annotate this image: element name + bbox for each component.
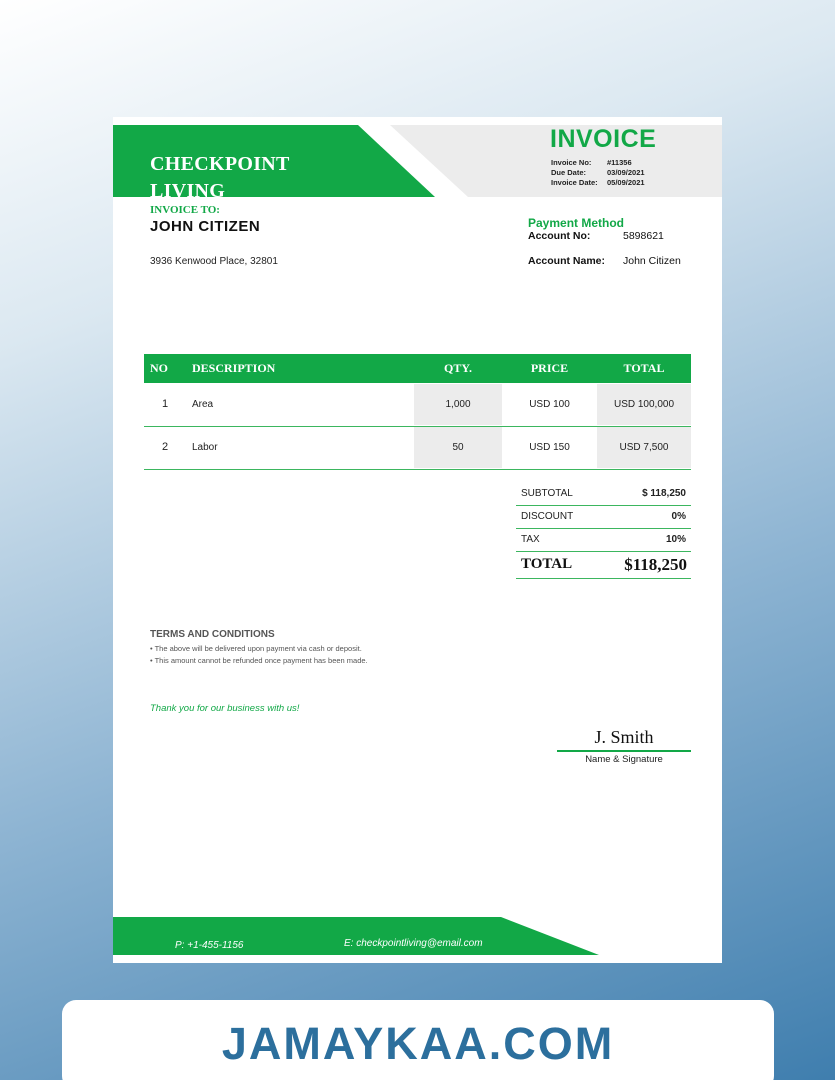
table-row xyxy=(144,427,691,470)
discount-label: DISCOUNT xyxy=(521,511,574,522)
company-name: CHECKPOINT LIVING xyxy=(150,153,290,202)
payment-method-label: Payment Method xyxy=(528,216,625,230)
row-qty: 50 xyxy=(414,427,502,468)
discount-value: 0% xyxy=(671,511,686,522)
invoice-no: #11356 xyxy=(607,158,632,167)
invoice-date-label: Invoice Date: xyxy=(551,178,598,187)
terms-item: • This amount cannot be refunded once payment has been made. xyxy=(150,656,368,665)
table-row xyxy=(144,384,691,427)
total-row xyxy=(516,551,691,579)
due-date: 03/09/2021 xyxy=(607,168,645,177)
bill-to-label: INVOICE TO: xyxy=(150,204,220,216)
header-qty: QTY. xyxy=(444,361,472,375)
header-no: NO xyxy=(150,361,168,375)
signature-label: Name & Signature xyxy=(585,754,663,765)
subtotal-label: SUBTOTAL xyxy=(521,488,573,499)
thank-you-note: Thank you for our business with us! xyxy=(150,703,300,714)
terms-list xyxy=(150,643,368,667)
row-total: USD 7,500 xyxy=(597,427,691,468)
invoice-date: 05/09/2021 xyxy=(607,178,645,187)
discount-row xyxy=(516,506,691,529)
invoice-no-label: Invoice No: xyxy=(551,158,592,167)
row-total: USD 100,000 xyxy=(597,384,691,425)
table-header xyxy=(144,354,691,383)
row-price: USD 100 xyxy=(529,399,570,410)
subtotal-row xyxy=(516,483,691,506)
row-qty: 1,000 xyxy=(414,384,502,425)
header-price: PRICE xyxy=(530,361,569,375)
terms-item: • The above will be delivered upon payment via cash or deposit. xyxy=(150,644,362,653)
account-no-row xyxy=(528,230,664,242)
bill-to-address: 3936 Kenwood Place, 32801 xyxy=(150,256,278,267)
account-name: John Citizen xyxy=(623,255,681,267)
row-no: 2 xyxy=(161,441,169,453)
total-label: TOTAL xyxy=(521,556,573,572)
tax-label: TAX xyxy=(521,534,540,545)
bill-to-name: JOHN CITIZEN xyxy=(150,218,261,235)
subtotal-value: $ 118,250 xyxy=(642,488,686,499)
signature: J. Smith xyxy=(594,727,654,747)
row-price: USD 150 xyxy=(529,442,570,453)
account-name-label: Account Name: xyxy=(528,255,606,267)
footer-email: E: checkpointliving@email.com xyxy=(344,938,483,949)
site-name: JAMAYKAA.COM xyxy=(221,1018,615,1069)
row-description: Labor xyxy=(192,442,218,453)
account-name-row xyxy=(528,255,681,267)
invoice-title: INVOICE xyxy=(550,125,657,153)
invoice-meta xyxy=(551,158,645,188)
tax-value: 10% xyxy=(665,534,686,545)
tax-row xyxy=(516,529,691,552)
footer-phone: P: +1-455-1156 xyxy=(175,940,244,951)
terms-title: TERMS AND CONDITIONS xyxy=(150,629,275,640)
row-description: Area xyxy=(192,399,214,410)
account-no-label: Account No: xyxy=(528,230,591,242)
site-banner xyxy=(62,1000,774,1080)
signature-line xyxy=(557,750,691,752)
due-date-label: Due Date: xyxy=(551,168,587,177)
account-no: 5898621 xyxy=(623,230,664,242)
header-description: DESCRIPTION xyxy=(192,361,276,375)
header-total: TOTAL xyxy=(623,361,665,375)
total-value: $118,250 xyxy=(624,555,687,574)
invoice-page xyxy=(113,117,722,963)
row-no: 1 xyxy=(161,398,169,410)
